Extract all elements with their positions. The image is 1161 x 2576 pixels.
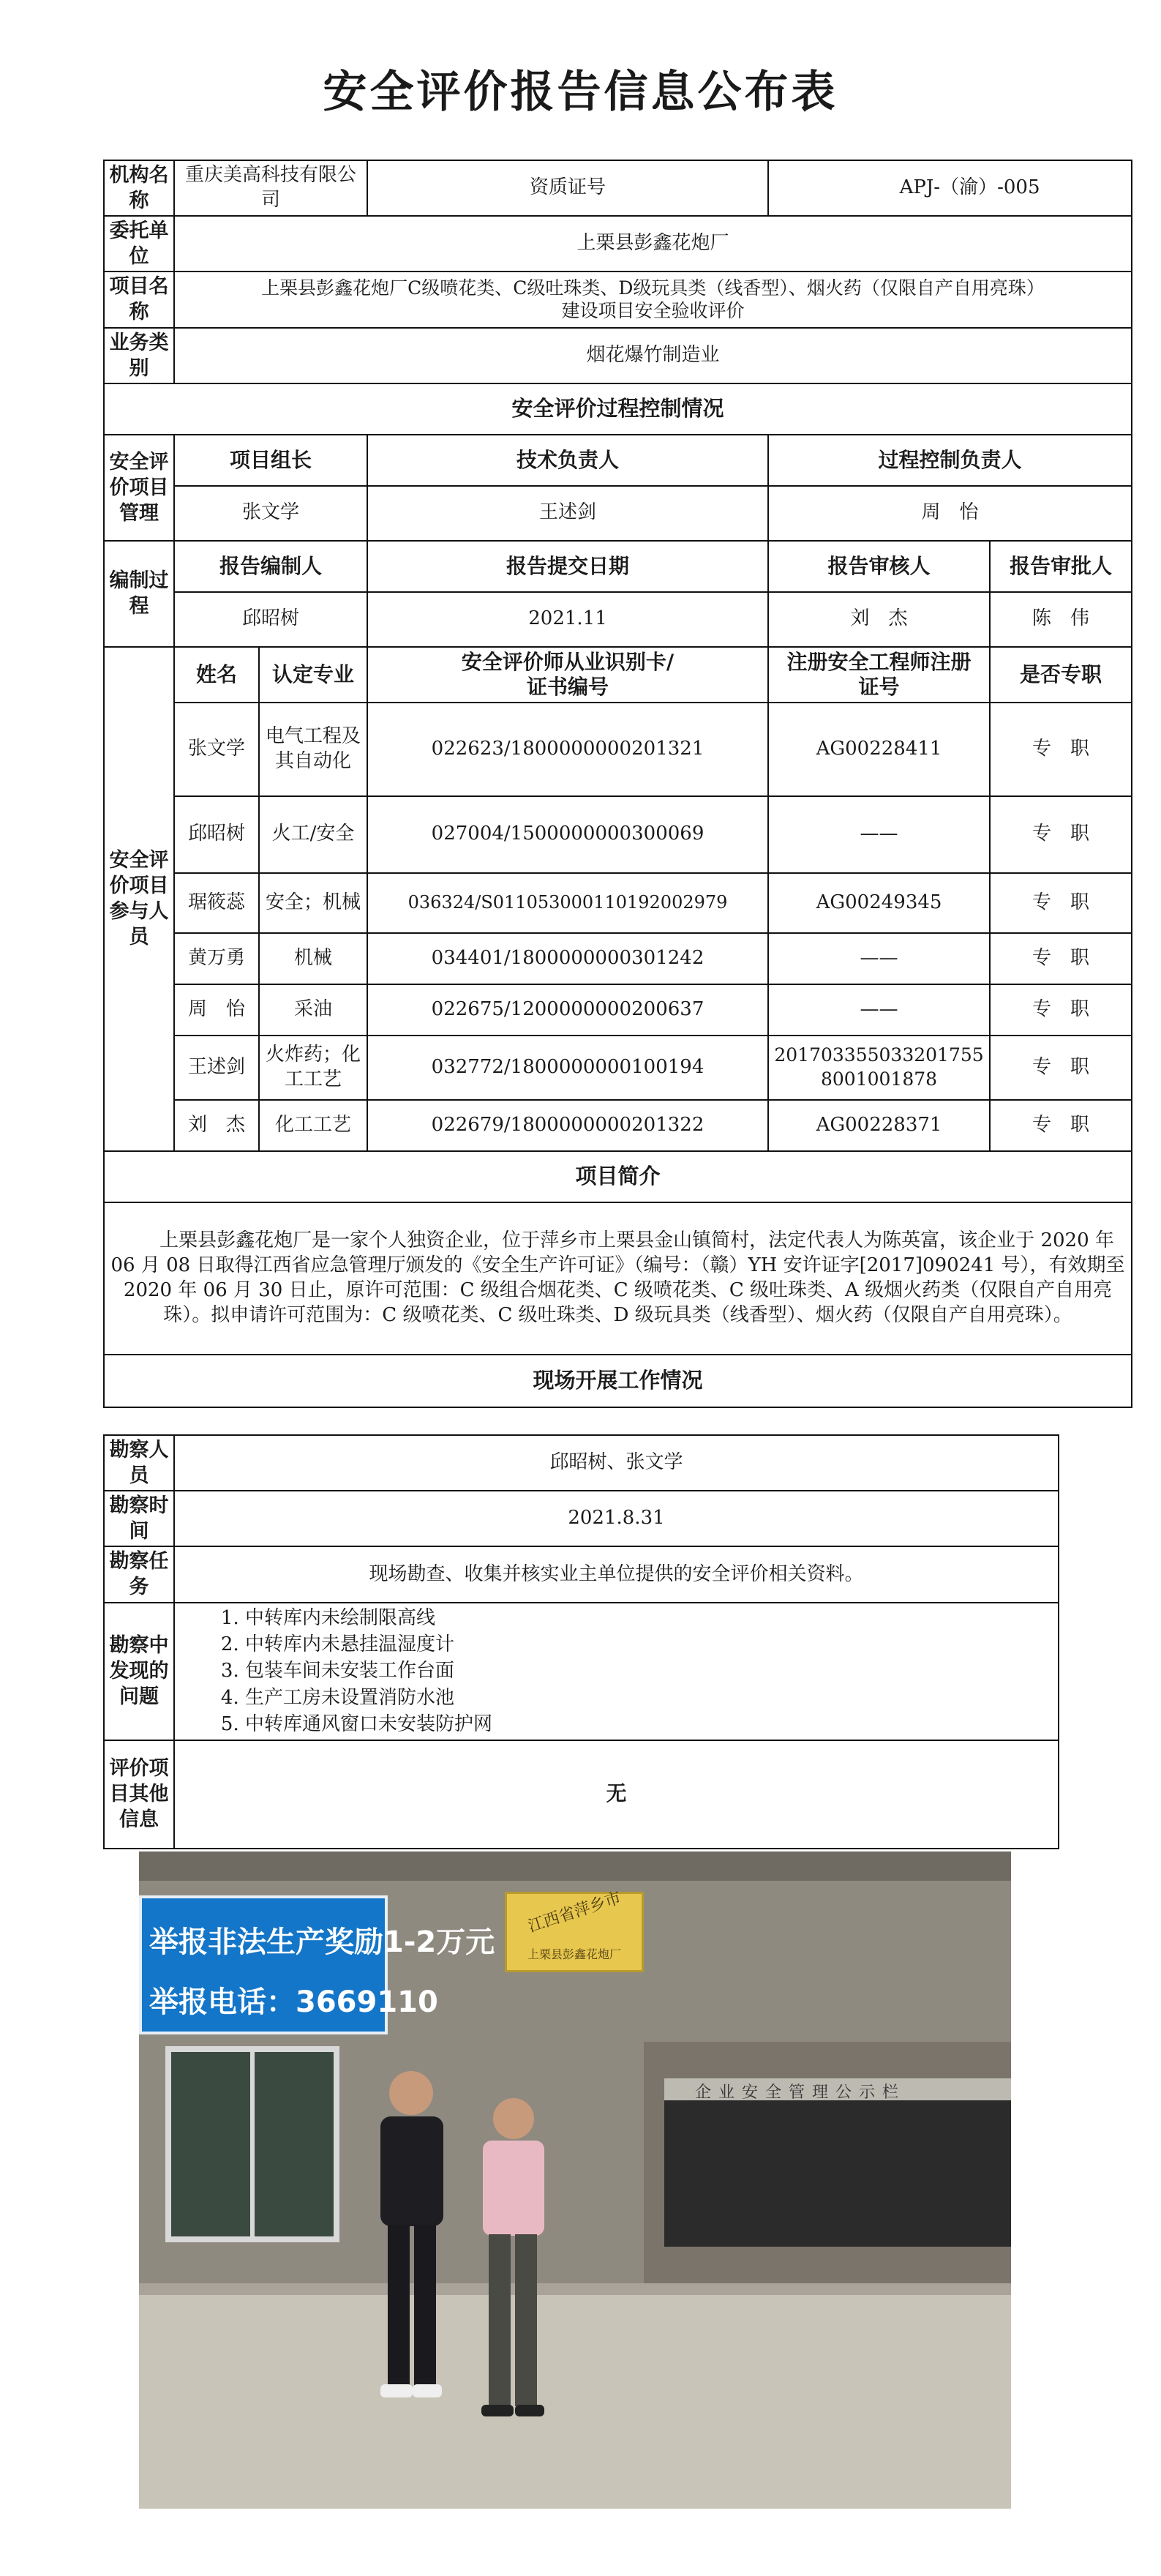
staff-full: 专 职 <box>990 703 1132 796</box>
staff-full: 专 职 <box>990 933 1132 984</box>
staff-header-full: 是否专职 <box>990 647 1132 703</box>
process-section-title: 安全评价过程控制情况 <box>104 383 1132 435</box>
staff-specialty: 火炸药；化工工艺 <box>259 1036 367 1100</box>
staff-header-name: 姓名 <box>174 647 259 703</box>
approver-header: 报告审批人 <box>990 541 1132 592</box>
plaque-line-2: 上栗县彭鑫花炮厂 <box>527 1947 621 1961</box>
mgmt-label: 安全评价项目管理 <box>104 435 174 541</box>
staff-full: 专 职 <box>990 796 1132 873</box>
staff-eng: AG00228411 <box>768 703 990 796</box>
staff-name: 黄万勇 <box>174 933 259 984</box>
staff-id: 036324/S011053000110192002979 <box>367 873 768 933</box>
intro-text: 上栗县彭鑫花炮厂是一家个人独资企业，位于萍乡市上栗县金山镇简村，法定代表人为陈英富，该企业于 2020 年 06 月 08 日取得江西省应急管理厅颁发的《安全生产许可证》（编号：（赣）YH 安许证字[2017]090241 号），有效期至 2020 年 06 月 30 日止，原许可范围：C 级组合烟花类、C 级喷花类、C 级吐珠类、A 级烟火药类（仅限自产自用亮珠）。拟申请许可范围为：C 级喷花类、C 级吐珠类、D 级玩具类（线香型）、烟火药（仅限自产自用亮珠）。 <box>104 1202 1132 1355</box>
staff-row <box>104 796 1132 873</box>
site-issues-label: 勘察中发现的问题 <box>104 1603 174 1740</box>
issue-item: 2. 中转库内未悬挂温湿度计 <box>245 1631 1053 1658</box>
staff-header-id <box>367 647 768 703</box>
compile-label: 编制过程 <box>104 541 174 647</box>
project-label: 项目名称 <box>104 272 174 327</box>
person-2-body <box>483 2141 544 2236</box>
staff-header-eng <box>768 647 990 703</box>
staff-eng: —— <box>768 796 990 873</box>
person-2-head <box>493 2098 534 2139</box>
site-task-label: 勘察任务 <box>104 1546 174 1602</box>
date-header: 报告提交日期 <box>367 541 768 592</box>
sign-line-2: 举报电话：3669110 <box>149 1985 438 2019</box>
staff-eng: —— <box>768 933 990 984</box>
control-header: 过程控制负责人 <box>768 435 1132 486</box>
site-title: 现场开展工作情况 <box>104 1355 1132 1407</box>
staff-id: 022623/1800000000201321 <box>367 703 768 796</box>
site-time-value: 2021.8.31 <box>174 1491 1059 1546</box>
staff-id: 022675/1200000000200637 <box>367 984 768 1036</box>
project-value-line-2: 建设项目安全验收评价 <box>561 300 745 322</box>
org-value: 重庆美高科技有限公司 <box>174 160 367 216</box>
notice-board-title: 企业安全管理公示栏 <box>695 2083 906 2102</box>
staff-eng: —— <box>768 984 990 1036</box>
org-label: 机构名称 <box>104 160 174 216</box>
cert-value: APJ-（渝）-005 <box>768 160 1132 216</box>
site-other-value: 无 <box>174 1740 1059 1849</box>
cert-label: 资质证号 <box>367 160 768 216</box>
warning-sign <box>139 1895 495 2034</box>
project-value-line-1: 上栗县彭鑫花炮厂C级喷花类、C级吐珠类、D级玩具类（线香型）、烟火药（仅限自产自用亮珠） <box>261 277 1045 299</box>
control-value: 周 怡 <box>768 486 1132 541</box>
staff-id: 032772/1800000000100194 <box>367 1036 768 1100</box>
site-staff-value: 邱昭树、张文学 <box>174 1435 1059 1491</box>
staff-row <box>104 1036 1132 1100</box>
staff-row <box>104 984 1132 1036</box>
reviewer-header: 报告审核人 <box>768 541 990 592</box>
staff-eng: 2017033550332017558001001878 <box>768 1036 990 1100</box>
staff-specialty: 电气工程及其自动化 <box>259 703 367 796</box>
site-task-value: 现场勘查、收集并核实业主单位提供的安全评价相关资料。 <box>174 1546 1059 1602</box>
biz-label: 业务类别 <box>104 328 174 383</box>
leader-header: 项目组长 <box>174 435 367 486</box>
tech-header: 技术负责人 <box>367 435 768 486</box>
page-title: 安全评价报告信息公布表 <box>323 67 838 118</box>
staff-header-id-line-1: 安全评价师从业识别卡/ <box>461 650 675 675</box>
staff-name: 王述剑 <box>174 1036 259 1100</box>
issue-item: 1. 中转库内未绘制限高线 <box>245 1605 1053 1631</box>
issue-item: 4. 生产工房未设置消防水池 <box>245 1685 1053 1711</box>
staff-name: 邱昭树 <box>174 796 259 873</box>
staff-label: 安全评价项目参与人员 <box>104 647 174 1151</box>
staff-row <box>104 873 1132 933</box>
sign-line-1: 举报非法生产奖励1-2万元 <box>149 1925 495 1959</box>
staff-full: 专 职 <box>990 873 1132 933</box>
staff-id: 022679/1800000000201322 <box>367 1100 768 1151</box>
roof-edge <box>139 1852 1011 1881</box>
staff-specialty: 化工工艺 <box>259 1100 367 1151</box>
staff-id: 027004/1500000000300069 <box>367 796 768 873</box>
staff-specialty: 采油 <box>259 984 367 1036</box>
ground <box>139 2291 1011 2509</box>
staff-full: 专 职 <box>990 1100 1132 1151</box>
author-value: 邱昭树 <box>174 592 367 647</box>
approver-value: 陈 伟 <box>990 592 1132 647</box>
person-1-body <box>380 2116 443 2226</box>
tech-value: 王述剑 <box>367 486 768 541</box>
staff-specialty: 安全；机械 <box>259 873 367 933</box>
site-photo <box>139 1852 1011 2509</box>
staff-header-specialty: 认定专业 <box>259 647 367 703</box>
site-other-label: 评价项目其他信息 <box>104 1740 174 1849</box>
reviewer-value: 刘 杰 <box>768 592 990 647</box>
issue-item: 3. 包装车间未安装工作台面 <box>245 1658 1053 1684</box>
staff-header-eng-line-1: 注册安全工程师注册 <box>786 650 972 675</box>
biz-value: 烟花爆竹制造业 <box>174 328 1132 383</box>
staff-header-id-line-2: 证书编号 <box>527 674 609 699</box>
staff-full: 专 职 <box>990 1036 1132 1100</box>
staff-specialty: 机械 <box>259 933 367 984</box>
staff-eng: AG00249345 <box>768 873 990 933</box>
intro-title: 项目简介 <box>104 1151 1132 1202</box>
project-value <box>174 272 1132 327</box>
factory-plaque <box>505 1889 644 1972</box>
person-1-head <box>389 2071 433 2115</box>
site-time-label: 勘察时间 <box>104 1491 174 1546</box>
issue-item: 5. 中转库通风窗口未安装防护网 <box>245 1711 1053 1737</box>
client-value: 上栗县彭鑫花炮厂 <box>174 216 1132 272</box>
leader-value: 张文学 <box>174 486 367 541</box>
site-table <box>103 1434 1059 1849</box>
staff-row <box>104 933 1132 984</box>
staff-eng: AG00228371 <box>768 1100 990 1151</box>
client-label: 委托单位 <box>104 216 174 272</box>
site-staff-label: 勘察人员 <box>104 1435 174 1491</box>
plaque-line-1: 江西省萍乡市 <box>525 1889 624 1936</box>
staff-name: 刘 杰 <box>174 1100 259 1151</box>
staff-name: 张文学 <box>174 703 259 796</box>
staff-row <box>104 1100 1132 1151</box>
issues-list <box>179 1605 1053 1738</box>
staff-name: 琚筱蕊 <box>174 873 259 933</box>
date-value: 2021.11 <box>367 592 768 647</box>
notice-board <box>664 2078 1011 2247</box>
staff-row <box>104 703 1132 796</box>
staff-header-eng-line-2: 证号 <box>858 674 900 699</box>
site-issues-cell <box>174 1603 1059 1740</box>
author-header: 报告编制人 <box>174 541 367 592</box>
staff-name: 周 怡 <box>174 984 259 1036</box>
staff-full: 专 职 <box>990 984 1132 1036</box>
staff-id: 034401/1800000000301242 <box>367 933 768 984</box>
staff-specialty: 火工/安全 <box>259 796 367 873</box>
info-table <box>103 160 1132 1408</box>
